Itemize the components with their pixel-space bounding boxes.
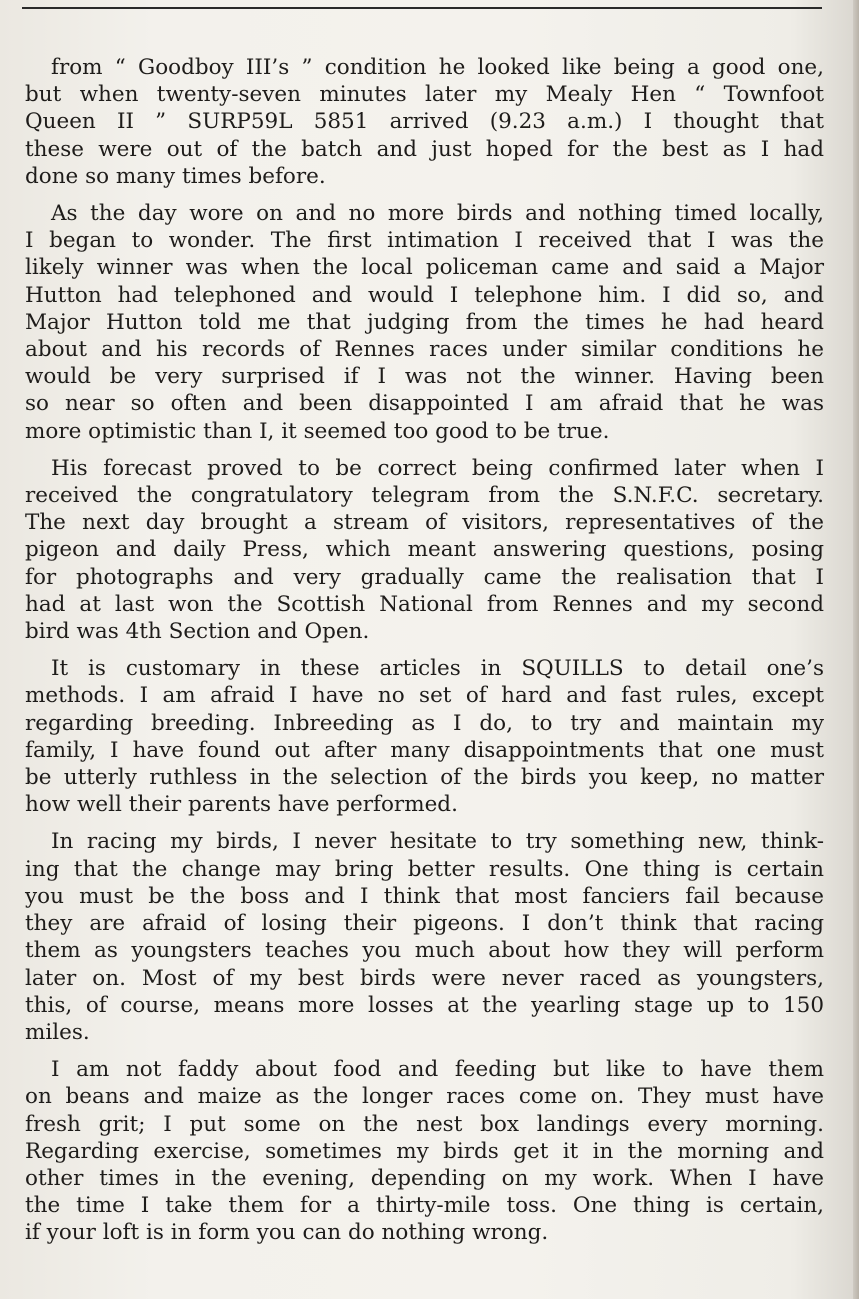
text-line: be utterly ruthless in the selection of the birds you keep, no matter <box>25 765 824 791</box>
paragraph <box>25 655 824 818</box>
text-line: from “ Goodboy III’s ” condition he looked like being a good one, <box>51 55 824 80</box>
text-line: more optimistic than I, it seemed too good to be true. <box>25 418 610 444</box>
text-line: bird was 4th Section and Open. <box>25 619 370 645</box>
paragraph <box>25 455 824 645</box>
text-line: but when twenty-seven minutes later my Mealy Hen “ Townfoot <box>25 82 824 108</box>
text-line: so near so often and been disappointed I am afraid that he was <box>25 391 824 417</box>
paragraph <box>25 828 824 1046</box>
text-line: these were out of the batch and just hoped for the best as I had <box>25 136 824 162</box>
article-body <box>25 54 824 1257</box>
text-line: they are afraid of losing their pigeons. I don’t think that racing <box>25 911 824 937</box>
page-edge-shadow <box>853 0 859 1299</box>
text-line: Major Hutton told me that judging from the times he had heard <box>25 309 824 335</box>
paragraph <box>25 200 824 445</box>
text-line: them as youngsters teaches you much about how they will perform <box>25 938 824 964</box>
text-line: Hutton had telephoned and would I telephone him. I did so, and <box>25 282 824 308</box>
text-line: for photographs and very gradually came the realisation that I <box>25 564 824 590</box>
text-line: would be very surprised if I was not the winner. Having been <box>25 364 824 390</box>
text-line: His forecast proved to be correct being confirmed later when I <box>51 455 824 481</box>
text-line: later on. Most of my best birds were never raced as youngsters, <box>25 965 824 991</box>
text-line: I began to wonder. The first intimation I received that I was the <box>25 228 824 254</box>
text-line: I am not faddy about food and feeding but like to have them <box>51 1057 824 1083</box>
text-line: about and his records of Rennes races under similar conditions he <box>25 337 824 363</box>
text-line: It is customary in these articles in SQUILLS to detail one’s <box>51 656 824 682</box>
text-line: this, of course, means more losses at the yearling stage up to 150 <box>25 992 824 1018</box>
text-line: other times in the evening, depending on my work. When I have <box>25 1165 824 1191</box>
text-line: had at last won the Scottish National from Rennes and my second <box>25 591 824 617</box>
text-line: In racing my birds, I never hesitate to try something new, think- <box>51 829 824 855</box>
text-line: Queen II ” SURP59L 5851 arrived (9.23 a.m.) I thought that <box>25 109 824 135</box>
text-line: As the day wore on and no more birds and nothing timed locally, <box>51 201 824 227</box>
paragraph <box>25 1056 824 1246</box>
text-line: the time I take them for a thirty-mile toss. One thing is certain, <box>25 1193 824 1219</box>
text-line: family, I have found out after many disappointments that one must <box>25 737 824 763</box>
text-line: The next day brought a stream of visitors, representatives of the <box>25 510 824 536</box>
text-line: regarding breeding. Inbreeding as I do, to try and maintain my <box>25 710 824 736</box>
text-line: fresh grit; I put some on the nest box landings every morning. <box>25 1111 824 1137</box>
text-line: received the congratulatory telegram from the S.N.F.C. secretary. <box>25 483 824 509</box>
text-line: if your loft is in form you can do nothing wrong. <box>25 1220 549 1246</box>
text-line: ing that the change may bring better results. One thing is certain <box>25 856 824 882</box>
text-line: miles. <box>25 1019 90 1045</box>
text-line: how well their parents have performed. <box>25 792 458 818</box>
top-rule <box>22 7 822 9</box>
text-line: pigeon and daily Press, which meant answering questions, posing <box>25 537 824 563</box>
text-line: likely winner was when the local policeman came and said a Major <box>25 255 824 281</box>
text-line: done so many times before. <box>25 163 326 189</box>
paragraph <box>25 54 824 190</box>
text-line: methods. I am afraid I have no set of hard and fast rules, except <box>25 683 824 709</box>
text-line: on beans and maize as the longer races come on. They must have <box>25 1084 824 1110</box>
text-line: you must be the boss and I think that most fanciers fail because <box>25 883 824 909</box>
text-line: Regarding exercise, sometimes my birds get it in the morning and <box>25 1138 824 1164</box>
